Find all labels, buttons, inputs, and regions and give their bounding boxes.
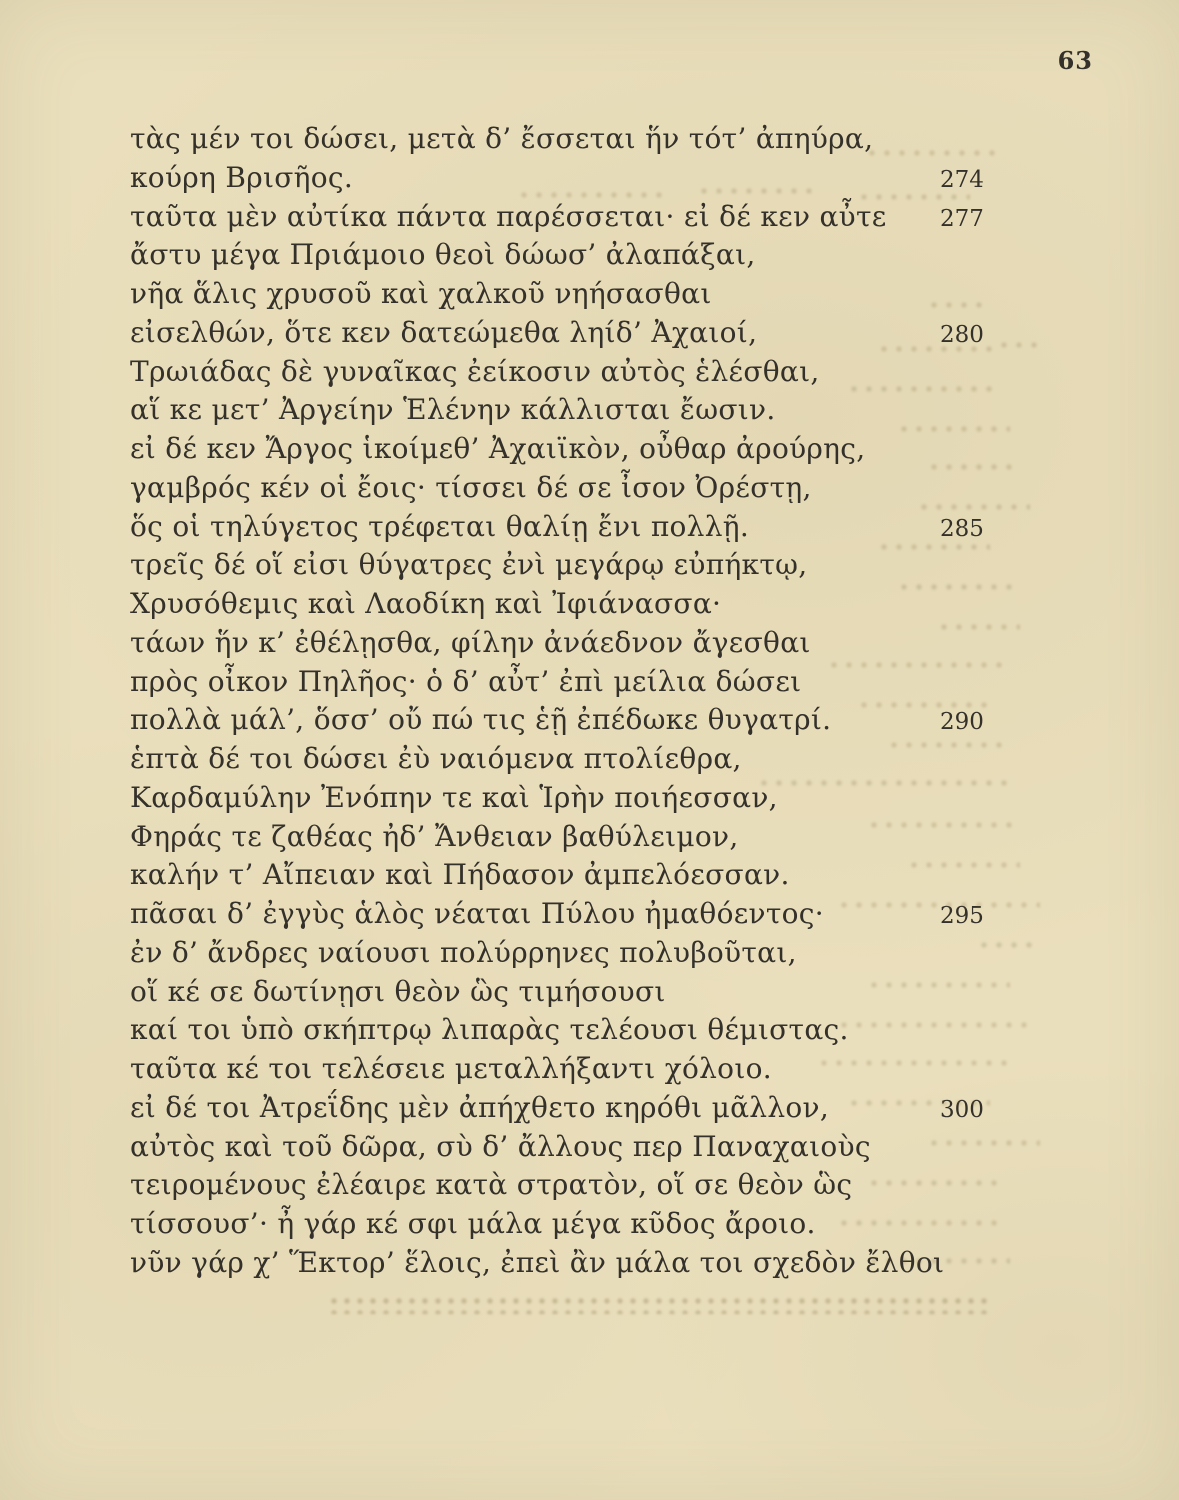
verse-line	[130, 469, 1022, 508]
verse-line	[130, 353, 1022, 392]
verse-line-number: 277	[940, 205, 984, 232]
verse-line	[130, 973, 1022, 1012]
verse-text: νῆα ἅλις χρυσοῦ καὶ χαλκοῦ νηήσασθαι	[130, 277, 712, 310]
verse-text: Χρυσόθεμις καὶ Λαοδίκη καὶ Ἰφιάνασσα·	[130, 587, 722, 620]
verse-text: πολλὰ μάλ’, ὅσσ’ οὔ πώ τις ἑῇ ἐπέδωκε θυγατρί.	[130, 703, 832, 737]
verse-text: τειρομένους ἐλέαιρε κατὰ στρατὸν, οἵ σε θεὸν ὣς	[130, 1168, 853, 1202]
verse-line-number: 285	[940, 515, 984, 542]
verse-text: εἰσελθών, ὅτε κεν δατεώμεθα ληίδ’ Ἀχαιοί,	[130, 315, 758, 349]
verse-line	[130, 895, 1022, 934]
verse-line-number: 280	[940, 321, 984, 348]
verse-text: αὐτὸς καὶ τοῦ δῶρα, σὺ δ’ ἄλλους περ Παναχαιοὺς	[130, 1129, 871, 1163]
verse-text: εἰ δέ τοι Ἀτρεΐδης μὲν ἀπήχθετο κηρόθι μᾶλλον,	[130, 1090, 830, 1124]
verse-line	[130, 1244, 1022, 1283]
verse-line	[130, 1128, 1022, 1167]
verse-text: ἄστυ μέγα Πριάμοιο θεοὶ δώωσ’ ἀλαπάξαι,	[130, 238, 756, 272]
verse-line-number: 295	[940, 903, 984, 929]
verse-line	[130, 934, 1022, 973]
verse-text: οἵ κέ σε δωτίνῃσι θεὸν ὣς τιμήσουσι	[130, 974, 666, 1008]
verse-line	[130, 236, 1022, 275]
verse-line-number: 274	[940, 166, 984, 193]
show-through-ghost-line	[330, 1296, 990, 1314]
verse-line	[130, 624, 1022, 663]
verse-line	[130, 779, 1022, 818]
verse-line	[130, 198, 1022, 237]
verse-line	[130, 391, 1022, 430]
verse-line	[130, 314, 1022, 353]
verse-line	[130, 430, 1022, 469]
verse-line	[130, 1089, 1022, 1128]
verse-text: εἰ δέ κεν Ἄργος ἱκοίμεθ’ Ἀχαιϊκὸν, οὖθαρ ἀρούρης,	[130, 432, 866, 465]
verse-line	[130, 1050, 1022, 1089]
verse-line	[130, 120, 1022, 159]
page-number: 63	[1057, 46, 1093, 75]
verse-text: Φηράς τε ζαθέας ἠδ’ Ἄνθειαν βαθύλειμον,	[130, 819, 739, 853]
verse-line	[130, 663, 1022, 702]
verse-line	[130, 818, 1022, 857]
verse-line-number: 300	[940, 1096, 984, 1123]
verse-text: νῦν γάρ χ’ Ἕκτορ’ ἕλοις, ἐπεὶ ἂν μάλα τοι σχεδὸν ἔλθοι	[130, 1245, 945, 1279]
verse-text: πρὸς οἶκον Πηλῆος· ὁ δ’ αὖτ’ ἐπὶ μείλια δώσει	[130, 664, 802, 698]
verse-text: πᾶσαι δ’ ἐγγὺς ἁλὸς νέαται Πύλου ἠμαθόεντος·	[130, 897, 824, 930]
verse-line-number: 290	[940, 709, 984, 736]
verse-text: ταῦτα κέ τοι τελέσειε μεταλλήξαντι χόλοιο.	[130, 1052, 772, 1085]
verse-text: Τρωιάδας δὲ γυναῖκας ἐείκοσιν αὐτὸς ἑλέσθαι,	[130, 354, 820, 388]
verse-line	[130, 701, 1022, 740]
poem-text-block	[130, 120, 1022, 1283]
verse-line	[130, 740, 1022, 779]
verse-text: ἑπτὰ δέ τοι δώσει ἐὺ ναιόμενα πτολίεθρα,	[130, 742, 742, 775]
verse-text: ταῦτα μὲν αὐτίκα πάντα παρέσσεται· εἰ δέ κεν αὖτε	[130, 199, 887, 233]
verse-text: τίσσουσ’· ἦ γάρ κέ σφι μάλα μέγα κῦδος ἄροιο.	[130, 1207, 816, 1240]
verse-line	[130, 508, 1022, 547]
verse-line	[130, 585, 1022, 624]
verse-text: τρεῖς δέ οἵ εἰσι θύγατρες ἐνὶ μεγάρῳ εὐπήκτῳ,	[130, 548, 808, 582]
verse-line	[130, 1166, 1022, 1205]
verse-text: γαμβρός κέν οἱ ἔοις· τίσσει δέ σε ἶσον Ὀρέστῃ,	[130, 470, 812, 504]
verse-line	[130, 546, 1022, 585]
verse-line	[130, 856, 1022, 895]
verse-text: τὰς μέν τοι δώσει, μετὰ δ’ ἔσσεται ἥν τότ’ ἀπηύρα,	[130, 122, 874, 155]
verse-text: ἐν δ’ ἄνδρες ναίουσι πολύρρηνες πολυβοῦται,	[130, 935, 797, 969]
verse-line	[130, 275, 1022, 314]
verse-line	[130, 1205, 1022, 1244]
verse-text: καλήν τ’ Αἴπειαν καὶ Πήδασον ἀμπελόεσσαν.	[130, 858, 790, 892]
verse-text: τάων ἥν κ’ ἐθέλῃσθα, φίλην ἀνάεδνον ἄγεσθαι	[130, 625, 811, 659]
verse-text: κούρη Βρισῆος.	[130, 160, 354, 194]
verse-text: καί τοι ὑπὸ σκήπτρῳ λιπαρὰς τελέουσι θέμιστας.	[130, 1013, 849, 1047]
verse-text: Καρδαμύλην Ἐνόπην τε καὶ Ἱρὴν ποιήεσσαν,	[130, 780, 778, 814]
verse-text: αἵ κε μετ’ Ἀργείην Ἑλένην κάλλισται ἔωσιν.	[130, 393, 776, 427]
verse-text: ὅς οἱ τηλύγετος τρέφεται θαλίῃ ἔνι πολλῇ.	[130, 509, 750, 543]
verse-line	[130, 1011, 1022, 1050]
verse-line	[130, 159, 1022, 198]
